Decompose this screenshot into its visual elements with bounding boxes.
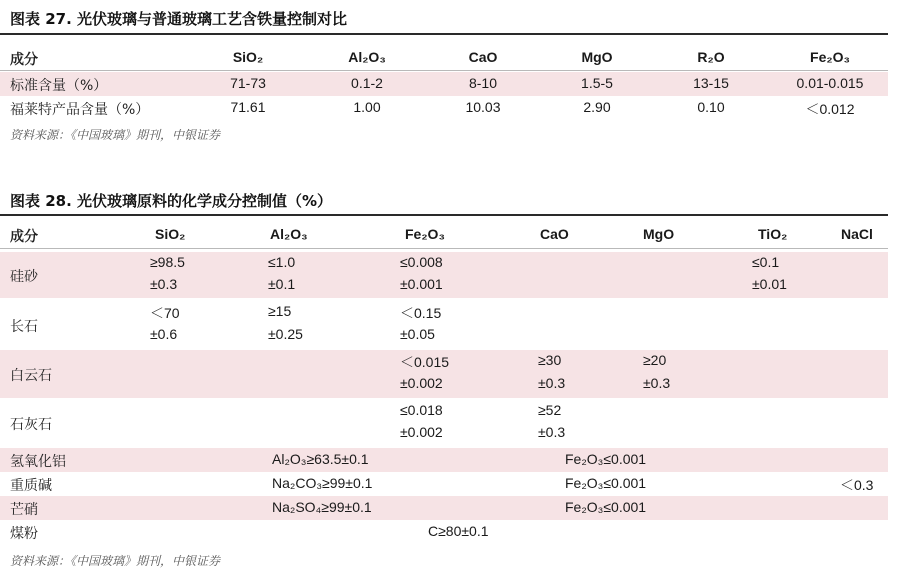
table28-cell: Fe₂O₃≤0.001 [565, 451, 647, 467]
table28-cell: ≤0.018 [400, 402, 443, 418]
table28-row-label: 长石 [10, 319, 38, 335]
table27-header-r2o: R₂O [697, 49, 725, 65]
table27-cell: 1.00 [353, 99, 381, 115]
table28-cell: ≥20 [643, 352, 667, 368]
table28-header-nacl: NaCl [841, 226, 873, 242]
table27-title-rule [0, 33, 888, 35]
table27-header-mgo: MgO [581, 49, 613, 65]
table28-row [0, 350, 888, 398]
table28-cell: Fe₂O₃≤0.001 [565, 499, 647, 515]
table28-row [0, 400, 888, 446]
table28-row-label: 白云石 [10, 368, 52, 384]
table28-cell: Na₂CO₃≥99±0.1 [272, 475, 373, 491]
table27-cell: 2.90 [583, 99, 611, 115]
table28-header-label: 成分 [10, 229, 38, 245]
table27-cell: 0.1-2 [351, 75, 383, 91]
table27-row-label: 标准含量（%） [10, 78, 108, 94]
table27-cell: 71.61 [230, 99, 266, 115]
table28-row-label: 硅砂 [10, 269, 38, 285]
table27-header-fe2o3: Fe₂O₃ [810, 49, 850, 65]
table27-row-label: 福莱特产品含量（%） [10, 102, 150, 118]
table28-cell: ±0.3 [150, 276, 178, 292]
table27-cell: 0.01-0.015 [796, 75, 864, 91]
table28-row [0, 520, 888, 544]
table28-row-label: 石灰石 [10, 417, 52, 433]
table27-cell: 10.03 [465, 99, 501, 115]
table27-header-al2o3: Al₂O₃ [348, 49, 386, 65]
table28-cell: ±0.01 [752, 276, 787, 292]
table28-row [0, 472, 888, 496]
table27-row [0, 96, 888, 120]
table28-header-al2o3: Al₂O₃ [270, 226, 308, 242]
table28-cell: Al₂O₃≥63.5±0.1 [272, 451, 369, 467]
table28-cell: ±0.6 [150, 326, 178, 342]
table27-cell: 1.5-5 [581, 75, 613, 91]
table28-row [0, 496, 888, 520]
table28-cell: ±0.002 [400, 424, 443, 440]
table28-cell: ≥98.5 [150, 254, 185, 270]
table28-header-mgo: MgO [643, 226, 675, 242]
table28-cell: ±0.25 [268, 326, 303, 342]
table27-header-row [0, 46, 888, 71]
table27-header-cao: CaO [468, 49, 498, 65]
table27-source: 资料来源：《中国玻璃》期刊，中银证券 [10, 128, 221, 142]
table28-cell: ±0.3 [538, 375, 566, 391]
table28-header-cao: CaO [540, 226, 569, 242]
table28-cell: ±0.001 [400, 276, 443, 292]
table28-row-label: 煤粉 [10, 526, 38, 542]
table28-row-label: 芒硝 [10, 502, 38, 518]
table28-header-tio2: TiO₂ [758, 226, 788, 242]
table28-cell: ＜70 [150, 305, 180, 321]
table28-row-label: 氢氧化铝 [10, 454, 66, 470]
table28-row-label: 重质碱 [10, 478, 52, 494]
table28-cell: ≥52 [538, 402, 562, 418]
table28-cell: C≥80±0.1 [428, 523, 489, 539]
table28-cell: ±0.1 [268, 276, 296, 292]
table28-cell: ≤0.1 [752, 254, 780, 270]
table27-header-sio2: SiO₂ [232, 49, 264, 65]
table28-cell: ±0.3 [538, 424, 566, 440]
table28-row [0, 252, 888, 298]
table28-title-rule [0, 214, 888, 216]
table28-cell: ≥15 [268, 303, 292, 319]
table28-header-sio2: SiO₂ [155, 226, 186, 242]
table27-cell: ＜0.012 [805, 101, 855, 117]
table27-cell: 8-10 [468, 75, 498, 91]
table28-cell: ＜0.15 [400, 305, 442, 321]
table27-cell: 71-73 [230, 75, 266, 91]
table28-cell: ±0.05 [400, 326, 435, 342]
table28-cell: ±0.002 [400, 375, 443, 391]
table28-cell: ≤0.008 [400, 254, 443, 270]
table27-cell: 0.10 [697, 99, 725, 115]
table27-header-label: 成分 [10, 52, 38, 68]
table27-row [0, 72, 888, 96]
table28-cell: Fe₂O₃≤0.001 [565, 475, 647, 491]
table27-cell: 13-15 [693, 75, 729, 91]
table28-cell: ≥30 [538, 352, 562, 368]
table28-cell: ＜0.3 [840, 477, 874, 493]
table28-title: 图表 28. 光伏玻璃原料的化学成分控制值（%） [10, 192, 333, 210]
table28-cell: ≤1.0 [268, 254, 296, 270]
table28-cell: Na₂SO₄≥99±0.1 [272, 499, 372, 515]
table28-header-fe2o3: Fe₂O₃ [405, 226, 445, 242]
table28-row [0, 300, 888, 348]
table28-row [0, 448, 888, 472]
table27-title: 图表 27. 光伏玻璃与普通玻璃工艺含铁量控制对比 [10, 10, 348, 28]
table28-cell: ±0.3 [643, 375, 671, 391]
table28-header-row [0, 222, 888, 249]
table28-source: 资料来源：《中国玻璃》期刊，中银证券 [10, 554, 221, 568]
table28-cell: ＜0.015 [400, 354, 450, 370]
